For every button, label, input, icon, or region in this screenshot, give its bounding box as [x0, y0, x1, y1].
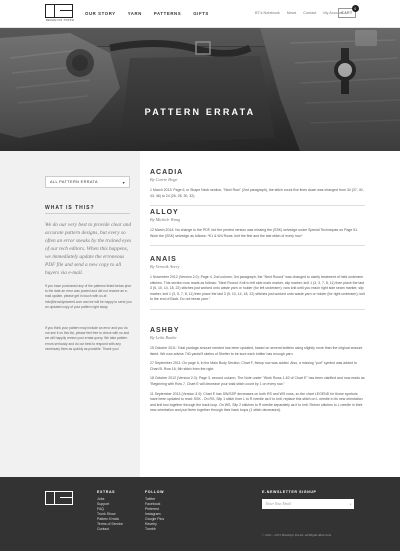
- footer-link-twitter[interactable]: Twitter: [145, 497, 156, 501]
- errata-list: [150, 151, 365, 477]
- footer-column-heading: E-NEWSLETTER SIGNUP: [262, 490, 317, 494]
- utility-nav: [255, 11, 343, 15]
- sidebar-heading: WHAT IS THIS?: [45, 205, 95, 211]
- footer-link-faq[interactable]: FAQ: [97, 507, 105, 511]
- entry-title: ANAIS: [150, 256, 177, 263]
- cart-count-badge: 0: [352, 5, 359, 12]
- errata-entry-acadia: [150, 169, 365, 206]
- entry-text: [150, 346, 365, 414]
- footer-logo[interactable]: [45, 491, 73, 505]
- footer-link-trunk-show[interactable]: Trunk Show: [97, 512, 116, 516]
- logo-text: BROOKLYN TWEED: [45, 19, 75, 22]
- entry-title: ACADIA: [150, 169, 184, 176]
- entry-paragraph: 15 October 2011: Total yardage amount needed has been updated, based on several knitters using slightly more than the original amount listed. We now advise 740 yards/9 skeins of Shelter to be sure each knitter has enough yarn.: [150, 346, 363, 356]
- arrow-right-icon[interactable]: ›: [349, 501, 351, 506]
- copyright-text: © 2011 - 2015 Brooklyn Tweed. All Rights Reserved.: [262, 533, 332, 537]
- footer-follow-column: [145, 490, 164, 532]
- footer-link-facebook[interactable]: Facebook: [145, 502, 161, 506]
- entry-divider: [150, 205, 365, 206]
- logo[interactable]: [45, 4, 73, 24]
- footer-link-jobs[interactable]: Jobs: [97, 497, 105, 501]
- sidebar-paragraph-purchase: If you have purchased any of the patterns listed below prior to the date an error was posted and did not receive an e-mail update, please get in touch with us at info@brooklyntweed.com and we will be happy to send you an updated copy of your pattern right away.: [45, 284, 132, 309]
- footer-link-ravelry[interactable]: Ravelry: [145, 522, 157, 526]
- entry-text: [150, 228, 365, 239]
- footer-column-heading: FOLLOW: [145, 490, 165, 494]
- footer-column-heading: EXTRAS: [97, 490, 116, 494]
- nav-contact[interactable]: Contact: [303, 11, 317, 15]
- sidebar-divider: [45, 213, 130, 214]
- footer-link-google-plus[interactable]: Google Plus: [145, 517, 165, 521]
- entry-title: ASHBY: [150, 327, 180, 334]
- footer-link-support[interactable]: Support: [97, 502, 110, 506]
- entry-paragraph: 12 March 2014: No change to the PDF, but the printed version was missing the (SSK) selvedge under Special Techniques on Page 51. Work the (SSK) selvedge as follows: *K1 & W4 Rows: knit the first and the last stitch of every row.*: [150, 228, 359, 238]
- entry-text: [150, 275, 365, 303]
- entry-divider: [150, 309, 365, 310]
- hero-banner: [0, 28, 400, 151]
- entry-paragraph: 1 November 2012 (Version 2.0): Page 4, 2nd column, 3rd paragraph, the "Next Round" was changed to clarify treatment of held underarm stitches. This section now reads as follows: "Next Round: Knit to left side mark marker, slip marker, knit 1 (3, 3, 7, 8, 11) then place the last 3 (5, 10, 14, 18, 22) stitches just worked onto waste yarn or holder (for left underarm); now knit until you reach right side seam marker, slip marker, knit 1 (3, 5, 7, 8, 11) then place the last 3 (5, 10, 14, 18, 22) stitches just worked onto waste yarn or holder (for right underarm); knit to the end of Back. Do not break yarn.": [150, 275, 365, 302]
- entry-paragraph: 11 September 2013 (Version 3.0): Chart E has SW/SSP decreases on both RS and WS rows, so the chart LEGEND for those symbols have been updated to read: SSK - On RS, Slip 1 stitch from L to R needle as if to knit, replace this stitch on L needle in its new orientation and knit two together through the back loop. On WS, Slip 2 stitches to R needle separately as if to knit. Return stitches to L needle in their new orientation and purl them together through their back loops (1 stitch decreased).: [150, 391, 363, 413]
- nav-news[interactable]: News: [286, 11, 297, 15]
- sidebar-paragraph-report: If you think your pattern may include an error and you do not see it on this list, please feel free to check with us and we will happily review your errata query. We take pattern errors seriously and do our best to respond with any necessary fixes as quickly as possible. Thank you!: [45, 326, 130, 351]
- footer-extras-column: [97, 490, 123, 532]
- entry-divider: [150, 245, 365, 246]
- entry-text: [150, 188, 365, 199]
- site-footer: [0, 477, 400, 551]
- entry-author: By Veronik Avery: [150, 264, 180, 269]
- footer-link-terms[interactable]: Terms of Service: [97, 522, 124, 526]
- entry-author: By Leila Raabe: [150, 335, 177, 340]
- errata-entry-alloy: [150, 209, 365, 246]
- errata-filter-value: ALL PATTERN ERRATA: [50, 180, 98, 184]
- site-header: [0, 0, 400, 28]
- cart-button[interactable]: [338, 8, 356, 18]
- page-title: PATTERN ERRATA: [144, 107, 256, 117]
- nav-patterns[interactable]: PATTERNS: [153, 11, 182, 16]
- hero-background-image: [0, 28, 400, 151]
- footer-link-pattern-errata[interactable]: Pattern Errata: [97, 517, 119, 521]
- footer-link-pinterest[interactable]: Pinterest: [145, 507, 159, 511]
- sidebar-intro: We do our very best to provide clear and accurate pattern designs, but every so often an error sneaks by the trained eyes of our tech editors. When this happens, we immediately update the erroneous PDF file and send a new copy to all buyers via e-mail.: [45, 222, 132, 276]
- footer-link-instagram[interactable]: Instagram: [145, 512, 161, 516]
- chevron-down-icon: ▾: [122, 180, 125, 185]
- footer-link-contact[interactable]: Contact: [97, 527, 110, 531]
- entry-paragraph: 18 October 2012 (Version 2.0): Page 3, second column. The Note under "Work Rows 1-62 of Chart E" has been clarified and now reads as "Beginning with Row 7, Chart E will decrease your total stitch count by 1 on every row.": [150, 376, 365, 386]
- entry-paragraph: 27 September 2011: On page 6, in the Main Body Section, Chart F, fishup row was added. Also, a missing "purl" symbol was added to Chart B, Row 16, 6th stitch from the right.: [150, 361, 357, 371]
- nav-our-story[interactable]: OUR STORY: [85, 11, 116, 16]
- sidebar: [0, 151, 140, 477]
- entry-title: ALLOY: [150, 209, 179, 216]
- nav-gifts[interactable]: GIFTS: [193, 11, 209, 16]
- nav-my-account[interactable]: My Account: [323, 11, 344, 15]
- footer-newsletter-column: [262, 490, 317, 497]
- nav-yarn[interactable]: YARN: [127, 11, 142, 16]
- newsletter-email-input[interactable]: [262, 499, 354, 509]
- entry-paragraph: 1 March 2013: Page 6, in Shape Neck section, "Next Row" (2nd paragraph), the stitch count five lines down was changed from 34 (37, 40, 43, 46) to 24 (26, 28, 30, 32).: [150, 188, 364, 198]
- errata-entry-anais: [150, 256, 365, 310]
- entry-author: By Michele Wang: [150, 217, 181, 222]
- nav-notebook[interactable]: BT's Notebook: [255, 11, 280, 15]
- footer-link-tumblr[interactable]: Tumblr: [145, 527, 156, 531]
- newsletter-email-placeholder: Enter Your Email: [266, 502, 292, 506]
- errata-entry-ashby: [150, 327, 365, 418]
- errata-filter-select[interactable]: [45, 176, 130, 188]
- cart-label: CART: [341, 11, 353, 15]
- logo-mark: [45, 4, 73, 18]
- main-nav: [85, 11, 209, 16]
- entry-author: By Carrie Hoge: [150, 177, 178, 182]
